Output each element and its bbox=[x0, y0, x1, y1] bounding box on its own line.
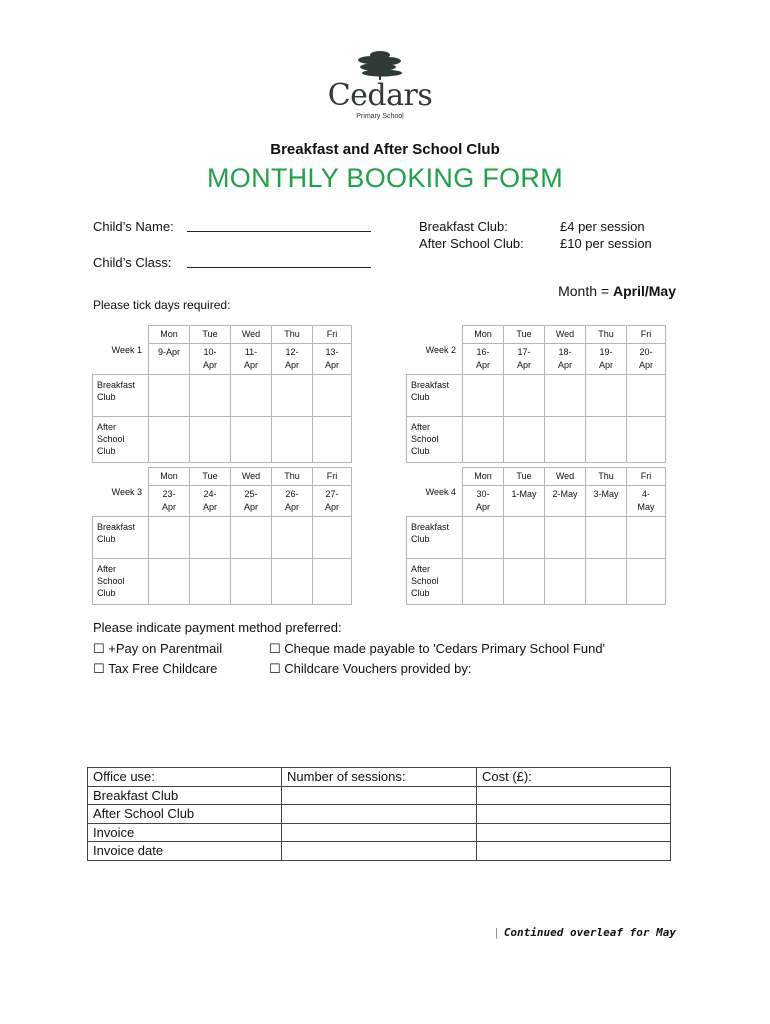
breakfast-tick-cell[interactable] bbox=[586, 375, 627, 417]
continued-text: Continued overleaf for May bbox=[503, 926, 676, 939]
breakfast-tick-cell[interactable] bbox=[190, 375, 231, 417]
day-header: Fri bbox=[313, 326, 352, 344]
payment-option-label: Cheque made payable to 'Cedars Primary School Fund' bbox=[284, 641, 606, 656]
payment-option-childcare-vouchers[interactable] bbox=[269, 661, 471, 677]
after-school-tick-cell[interactable] bbox=[149, 559, 190, 605]
after-school-tick-cell[interactable] bbox=[504, 417, 545, 463]
after-school-tick-cell[interactable] bbox=[272, 417, 313, 463]
month-prefix: Month = bbox=[558, 283, 613, 299]
date-cell: 30- Apr bbox=[463, 486, 504, 517]
date-cell: 3-May bbox=[586, 486, 627, 517]
day-header: Mon bbox=[463, 468, 504, 486]
breakfast-tick-cell[interactable] bbox=[463, 375, 504, 417]
form-title: MONTHLY BOOKING FORM bbox=[206, 163, 564, 193]
breakfast-club-label: Breakfast Club: bbox=[419, 219, 508, 234]
office-header-cell: Number of sessions: bbox=[282, 768, 477, 787]
date-cell: 19- Apr bbox=[586, 344, 627, 375]
breakfast-tick-cell[interactable] bbox=[149, 375, 190, 417]
office-sessions-cell[interactable] bbox=[282, 786, 477, 805]
after-school-tick-cell[interactable] bbox=[190, 417, 231, 463]
day-header: Wed bbox=[231, 326, 272, 344]
child-name-label: Child’s Name: bbox=[93, 219, 174, 234]
payment-option-tax-free-childcare[interactable] bbox=[93, 661, 217, 677]
day-header: Mon bbox=[149, 468, 190, 486]
day-header: Mon bbox=[149, 326, 190, 344]
after-school-tick-cell[interactable] bbox=[504, 559, 545, 605]
breakfast-tick-cell[interactable] bbox=[313, 375, 352, 417]
after-school-club-label: After School Club: bbox=[419, 236, 524, 251]
after-school-tick-cell[interactable] bbox=[586, 417, 627, 463]
after-school-tick-cell[interactable] bbox=[272, 559, 313, 605]
day-header: Thu bbox=[586, 326, 627, 344]
logo-wordmark: Cedars bbox=[327, 78, 433, 113]
day-header: Mon bbox=[463, 326, 504, 344]
breakfast-tick-cell[interactable] bbox=[149, 517, 190, 559]
week-label: Week 3 bbox=[93, 468, 149, 517]
day-header: Wed bbox=[545, 468, 586, 486]
logo-subtitle: Primary School bbox=[356, 113, 404, 120]
after-school-tick-cell[interactable] bbox=[463, 559, 504, 605]
day-header: Wed bbox=[231, 468, 272, 486]
day-header: Thu bbox=[272, 326, 313, 344]
breakfast-tick-cell[interactable] bbox=[272, 375, 313, 417]
office-cost-cell[interactable] bbox=[477, 823, 671, 842]
breakfast-club-row-label: Breakfast Club bbox=[93, 517, 149, 559]
breakfast-tick-cell[interactable] bbox=[231, 517, 272, 559]
day-header: Fri bbox=[627, 326, 666, 344]
office-use-table bbox=[87, 767, 671, 861]
week-table-3 bbox=[92, 467, 352, 605]
payment-heading: Please indicate payment method preferred: bbox=[93, 620, 342, 635]
payment-option-parentmail[interactable] bbox=[93, 641, 222, 657]
after-school-tick-cell[interactable] bbox=[313, 559, 352, 605]
date-cell: 11- Apr bbox=[231, 344, 272, 375]
date-cell: 23- Apr bbox=[149, 486, 190, 517]
after-school-club-row-label: After School Club bbox=[93, 417, 149, 463]
office-cost-cell[interactable] bbox=[477, 805, 671, 824]
office-sessions-cell[interactable] bbox=[282, 842, 477, 861]
date-cell: 1-May bbox=[504, 486, 545, 517]
breakfast-club-row-label: Breakfast Club bbox=[407, 517, 463, 559]
after-school-tick-cell[interactable] bbox=[463, 417, 504, 463]
month-value: April/May bbox=[612, 283, 676, 299]
breakfast-tick-cell[interactable] bbox=[272, 517, 313, 559]
month-indicator bbox=[558, 283, 676, 299]
office-row-label: After School Club bbox=[88, 805, 282, 824]
day-header: Fri bbox=[313, 468, 352, 486]
date-cell: 10- Apr bbox=[190, 344, 231, 375]
breakfast-tick-cell[interactable] bbox=[586, 517, 627, 559]
office-row-label: Invoice bbox=[88, 823, 282, 842]
date-cell: 20- Apr bbox=[627, 344, 666, 375]
date-cell: 18- Apr bbox=[545, 344, 586, 375]
week-table-2 bbox=[406, 325, 666, 463]
day-header: Tue bbox=[504, 326, 545, 344]
day-header: Thu bbox=[586, 468, 627, 486]
breakfast-tick-cell[interactable] bbox=[627, 517, 666, 559]
week-table-1 bbox=[92, 325, 352, 463]
checkbox-icon[interactable]: ☐ bbox=[269, 661, 281, 676]
after-school-tick-cell[interactable] bbox=[313, 417, 352, 463]
after-school-club-row-label: After School Club bbox=[93, 559, 149, 605]
office-cost-cell[interactable] bbox=[477, 842, 671, 861]
after-school-tick-cell[interactable] bbox=[545, 559, 586, 605]
office-row-label: Breakfast Club bbox=[88, 786, 282, 805]
week-table-4 bbox=[406, 467, 666, 605]
breakfast-tick-cell[interactable] bbox=[627, 375, 666, 417]
after-school-tick-cell[interactable] bbox=[586, 559, 627, 605]
breakfast-tick-cell[interactable] bbox=[190, 517, 231, 559]
tick-instruction: Please tick days required: bbox=[93, 298, 231, 312]
date-cell: 24- Apr bbox=[190, 486, 231, 517]
date-cell: 2-May bbox=[545, 486, 586, 517]
payment-option-label: +Pay on Parentmail bbox=[108, 641, 223, 656]
breakfast-tick-cell[interactable] bbox=[545, 375, 586, 417]
date-cell: 13- Apr bbox=[313, 344, 352, 375]
checkbox-icon[interactable]: ☐ bbox=[93, 641, 105, 656]
week-label: Week 2 bbox=[407, 326, 463, 375]
separator: | bbox=[493, 926, 500, 939]
breakfast-club-row-label: Breakfast Club bbox=[93, 375, 149, 417]
date-cell: 4- May bbox=[627, 486, 666, 517]
date-cell: 12- Apr bbox=[272, 344, 313, 375]
after-school-tick-cell[interactable] bbox=[627, 417, 666, 463]
breakfast-tick-cell[interactable] bbox=[545, 517, 586, 559]
day-header: Tue bbox=[190, 326, 231, 344]
breakfast-tick-cell[interactable] bbox=[504, 517, 545, 559]
child-name-field[interactable] bbox=[187, 231, 371, 232]
after-school-tick-cell[interactable] bbox=[149, 417, 190, 463]
breakfast-tick-cell[interactable] bbox=[231, 375, 272, 417]
after-school-tick-cell[interactable] bbox=[231, 417, 272, 463]
office-cost-cell[interactable] bbox=[477, 786, 671, 805]
payment-option-label: Tax Free Childcare bbox=[108, 661, 218, 676]
date-cell: 16- Apr bbox=[463, 344, 504, 375]
continued-overleaf-note bbox=[493, 926, 676, 939]
date-cell: 9-Apr bbox=[149, 344, 190, 375]
payment-option-cheque[interactable] bbox=[269, 641, 605, 657]
date-cell: 25- Apr bbox=[231, 486, 272, 517]
after-school-tick-cell[interactable] bbox=[231, 559, 272, 605]
after-school-club-row-label: After School Club bbox=[407, 417, 463, 463]
form-subtitle: Breakfast and After School Club bbox=[270, 141, 500, 158]
checkbox-icon[interactable]: ☐ bbox=[93, 661, 105, 676]
office-header-cell: Cost (£): bbox=[477, 768, 671, 787]
office-sessions-cell[interactable] bbox=[282, 823, 477, 842]
office-row-label: Invoice date bbox=[88, 842, 282, 861]
date-cell: 17- Apr bbox=[504, 344, 545, 375]
after-school-tick-cell[interactable] bbox=[545, 417, 586, 463]
office-header-cell: Office use: bbox=[88, 768, 282, 787]
date-cell: 27- Apr bbox=[313, 486, 352, 517]
breakfast-club-price: £4 per session bbox=[560, 219, 645, 234]
after-school-club-price: £10 per session bbox=[560, 236, 652, 251]
breakfast-tick-cell[interactable] bbox=[504, 375, 545, 417]
breakfast-tick-cell[interactable] bbox=[313, 517, 352, 559]
week-label: Week 4 bbox=[407, 468, 463, 517]
week-label: Week 1 bbox=[93, 326, 149, 375]
day-header: Wed bbox=[545, 326, 586, 344]
after-school-tick-cell[interactable] bbox=[190, 559, 231, 605]
day-header: Tue bbox=[504, 468, 545, 486]
date-cell: 26- Apr bbox=[272, 486, 313, 517]
child-class-field[interactable] bbox=[187, 267, 371, 268]
after-school-club-row-label: After School Club bbox=[407, 559, 463, 605]
checkbox-icon[interactable]: ☐ bbox=[269, 641, 281, 656]
day-header: Tue bbox=[190, 468, 231, 486]
breakfast-tick-cell[interactable] bbox=[463, 517, 504, 559]
day-header: Fri bbox=[627, 468, 666, 486]
after-school-tick-cell[interactable] bbox=[627, 559, 666, 605]
office-sessions-cell[interactable] bbox=[282, 805, 477, 824]
child-class-label: Child’s Class: bbox=[93, 255, 172, 270]
payment-option-label: Childcare Vouchers provided by: bbox=[284, 661, 472, 676]
breakfast-club-row-label: Breakfast Club bbox=[407, 375, 463, 417]
day-header: Thu bbox=[272, 468, 313, 486]
